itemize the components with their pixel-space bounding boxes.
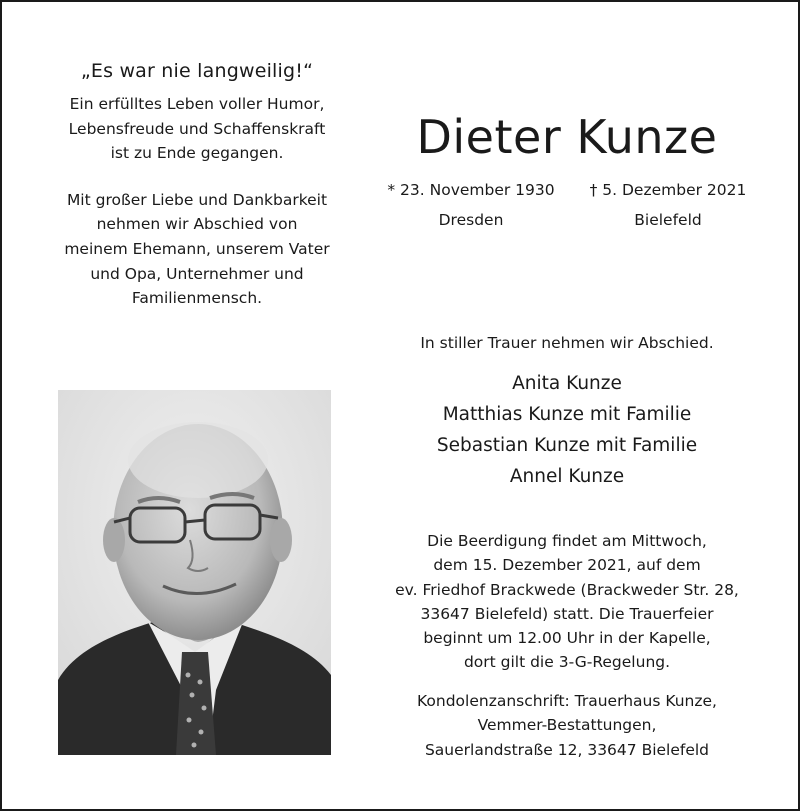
family-member: Sebastian Kunze mit Familie bbox=[436, 435, 698, 456]
farewell-text bbox=[32, 188, 362, 311]
text-line: 33647 Bielefeld) statt. Die Trauerfeier bbox=[420, 604, 714, 623]
family-list bbox=[372, 368, 762, 492]
birth-place: Dresden bbox=[438, 211, 504, 229]
text-line: ev. Friedhof Brackwede (Brackweder Str. 28, bbox=[395, 580, 739, 599]
text-line: Lebensfreude und Schaffenskraft bbox=[68, 119, 326, 138]
text-line: Die Beerdigung findet am Mittwoch, bbox=[427, 532, 707, 550]
text-line: beginnt um 12.00 Uhr in der Kapelle, bbox=[423, 629, 711, 648]
text-line: Mit großer Liebe und Dankbarkeit bbox=[66, 190, 328, 209]
left-column bbox=[32, 60, 362, 311]
text-line: nehmen wir Abschied von bbox=[96, 215, 298, 234]
family-member: Matthias Kunze mit Familie bbox=[442, 404, 692, 425]
death-place: Bielefeld bbox=[634, 211, 702, 229]
quote: „Es war nie langweilig!“ bbox=[80, 60, 314, 82]
text-line: dem 15. Dezember 2021, auf dem bbox=[433, 556, 701, 575]
text-line: dort gilt die 3-G-Regelung. bbox=[463, 653, 671, 672]
text-line: und Opa, Unternehmer und bbox=[90, 264, 304, 283]
mourning-line: In stiller Trauer nehmen wir Abschied. bbox=[420, 334, 714, 352]
text-line: Ein erfülltes Leben voller Humor, bbox=[69, 95, 325, 113]
text-line: Sauerlandstraße 12, 33647 Bielefeld bbox=[424, 740, 710, 759]
text-line: Familienmensch. bbox=[131, 289, 263, 308]
death-info bbox=[580, 175, 756, 235]
condolence-address bbox=[372, 689, 762, 762]
life-summary bbox=[32, 92, 362, 166]
family-member: Anita Kunze bbox=[512, 373, 622, 394]
text-line: Vemmer-Bestattungen, bbox=[477, 716, 657, 735]
text-line: ist zu Ende gegangen. bbox=[110, 144, 284, 163]
portrait-photo bbox=[58, 390, 331, 755]
birth-date: * 23. November 1930 bbox=[387, 181, 555, 199]
funeral-info bbox=[372, 529, 762, 675]
text-line: meinem Ehemann, unserem Vater bbox=[64, 239, 330, 258]
death-date: † 5. Dezember 2021 bbox=[589, 181, 747, 199]
family-member: Annel Kunze bbox=[509, 466, 625, 487]
text-line: Kondolenzanschrift: Trauerhaus Kunze, bbox=[417, 692, 717, 710]
birth-info bbox=[380, 175, 562, 235]
deceased-name: Dieter Kunze bbox=[416, 110, 718, 164]
